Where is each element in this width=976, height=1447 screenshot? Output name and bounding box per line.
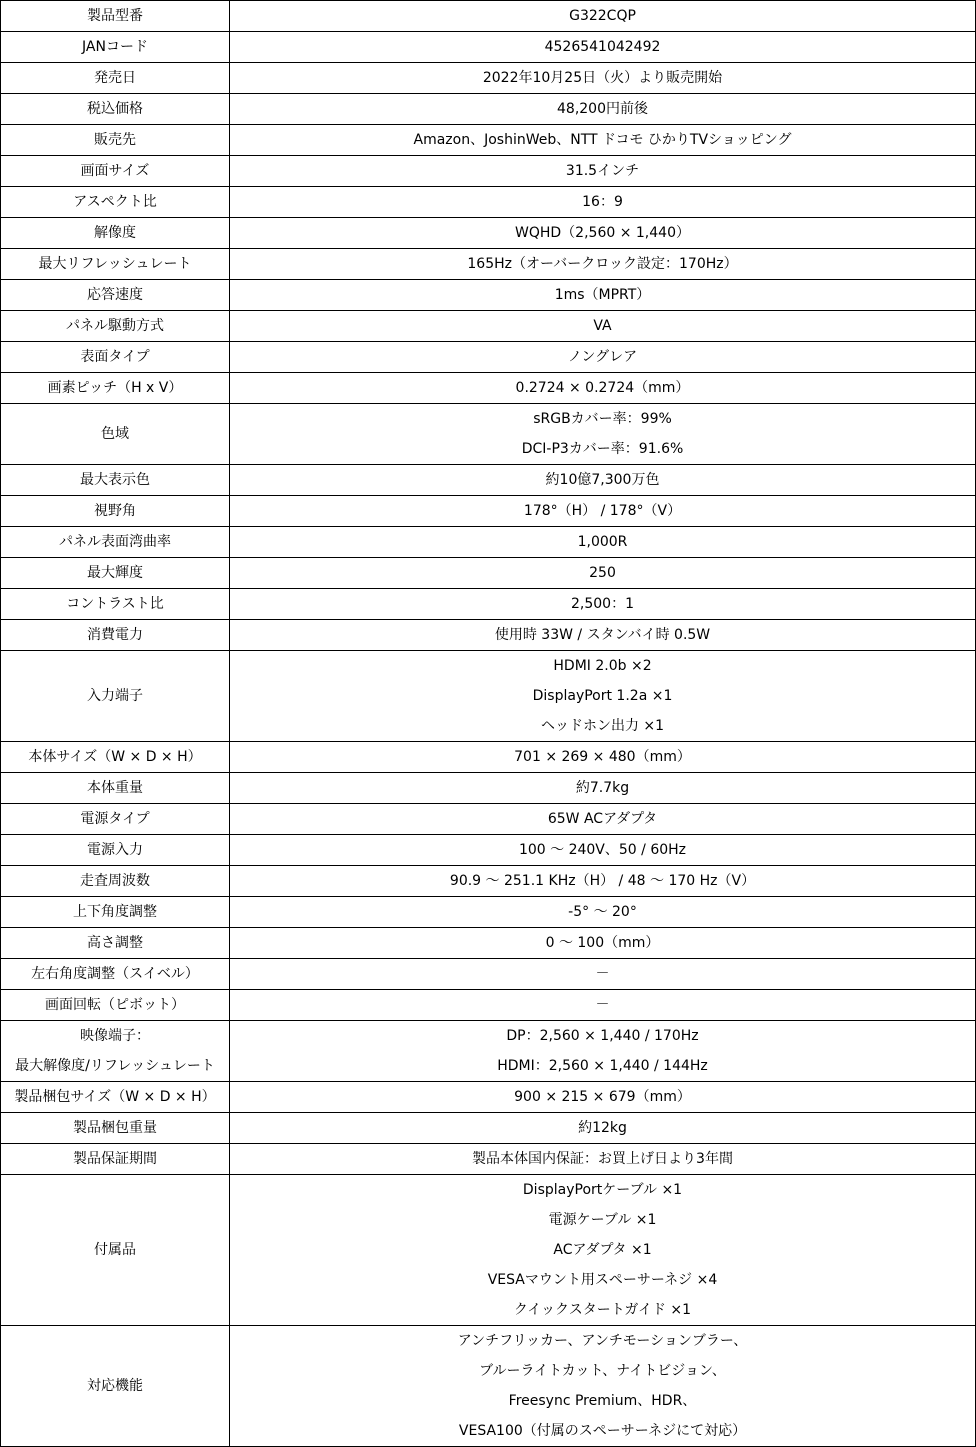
spec-label-cell <box>1 1 230 32</box>
spec-label-cell <box>1 866 230 897</box>
spec-value-cell <box>230 959 976 990</box>
spec-value-cell <box>230 835 976 866</box>
spec-value: DCI-P3カバー率：91.6% <box>521 441 684 457</box>
spec-label: 本体サイズ（W × D × H） <box>28 749 202 765</box>
table-row <box>1 1082 976 1113</box>
spec-label: 画面回転（ピボット） <box>45 997 185 1013</box>
spec-value: 4526541042492 <box>544 39 661 55</box>
spec-value: HDMI 2.0b ×2 <box>553 658 652 674</box>
spec-label: 販売先 <box>94 132 136 148</box>
spec-value-cell <box>230 32 976 63</box>
spec-value: 1ms（MPRT） <box>554 287 651 303</box>
spec-label: 最大輝度 <box>87 565 143 581</box>
table-row <box>1 94 976 125</box>
spec-label-cell <box>1 527 230 558</box>
table-row <box>1 527 976 558</box>
spec-value: 0 ～ 100（mm） <box>545 935 660 951</box>
spec-value-cell <box>230 1144 976 1175</box>
table-row <box>1 218 976 249</box>
table-row <box>1 125 976 156</box>
spec-value: 250 <box>589 565 616 581</box>
spec-value: 1,000R <box>577 534 628 550</box>
spec-label: 入力端子 <box>87 688 143 704</box>
table-row <box>1 373 976 404</box>
spec-value: ノングレア <box>567 349 638 365</box>
table-row <box>1 897 976 928</box>
spec-value-cell <box>230 311 976 342</box>
table-row <box>1 187 976 218</box>
spec-value: クイックスタートガイド ×1 <box>513 1302 692 1318</box>
spec-value-cell <box>230 1326 976 1447</box>
spec-value-cell <box>230 496 976 527</box>
spec-value-cell <box>230 1021 976 1082</box>
spec-label-cell <box>1 125 230 156</box>
table-row <box>1 465 976 496</box>
spec-value: ブルーライトカット、ナイトビジョン、 <box>479 1363 726 1379</box>
spec-label-cell <box>1 218 230 249</box>
spec-label: 上下角度調整 <box>73 904 157 920</box>
spec-label: 走査周波数 <box>80 873 150 889</box>
spec-label-cell <box>1 311 230 342</box>
spec-label: 消費電力 <box>87 627 143 643</box>
table-row <box>1 1144 976 1175</box>
spec-value: Freesync Premium、HDR、 <box>508 1393 697 1409</box>
spec-value: DisplayPortケーブル ×1 <box>522 1182 683 1198</box>
spec-label: 解像度 <box>94 225 136 241</box>
spec-label-cell <box>1 280 230 311</box>
spec-label: 最大リフレッシュレート <box>38 256 192 272</box>
spec-value-cell <box>230 928 976 959</box>
spec-label: 発売日 <box>94 70 136 86</box>
table-row <box>1 1 976 32</box>
spec-value: sRGBカバー率：99% <box>533 411 672 427</box>
table-row <box>1 804 976 835</box>
spec-value: － <box>595 966 610 982</box>
table-row <box>1 1113 976 1144</box>
spec-label: 税込価格 <box>87 101 143 117</box>
spec-label-cell <box>1 1175 230 1326</box>
table-row <box>1 280 976 311</box>
table-row <box>1 249 976 280</box>
spec-value-cell <box>230 249 976 280</box>
spec-value-cell <box>230 897 976 928</box>
spec-value: WQHD（2,560 × 1,440） <box>515 225 690 241</box>
table-row <box>1 558 976 589</box>
spec-label: 左右角度調整（スイベル） <box>31 966 199 982</box>
spec-label: 最大解像度/リフレッシュレート <box>15 1058 215 1074</box>
spec-label: コントラスト比 <box>66 596 164 612</box>
table-row <box>1 959 976 990</box>
spec-value: -5° ～ 20° <box>568 904 637 920</box>
spec-label: 映像端子： <box>80 1028 150 1044</box>
spec-value-cell <box>230 1113 976 1144</box>
spec-label-cell <box>1 32 230 63</box>
spec-value-cell <box>230 218 976 249</box>
spec-value: DisplayPort 1.2a ×1 <box>532 688 673 704</box>
spec-value-cell <box>230 404 976 465</box>
table-row <box>1 928 976 959</box>
spec-value-cell <box>230 94 976 125</box>
spec-value: 0.2724 × 0.2724（mm） <box>515 380 690 396</box>
spec-label: 色域 <box>101 426 129 442</box>
spec-value: 製品本体国内保証：お買上げ日より3年間 <box>472 1151 733 1167</box>
spec-value: 約10億7,300万色 <box>545 472 660 488</box>
spec-value: 65W ACアダプタ <box>547 811 658 827</box>
spec-label-cell <box>1 835 230 866</box>
spec-value: 165Hz（オーバークロック設定：170Hz） <box>467 256 738 272</box>
table-row <box>1 342 976 373</box>
spec-label-cell <box>1 1144 230 1175</box>
spec-value: 約7.7kg <box>575 780 630 796</box>
spec-label-cell <box>1 897 230 928</box>
spec-label-cell <box>1 63 230 94</box>
spec-value-cell <box>230 280 976 311</box>
spec-label: JANコード <box>82 39 148 55</box>
spec-value: 48,200円前後 <box>557 101 648 117</box>
spec-label-cell <box>1 156 230 187</box>
spec-label-cell <box>1 804 230 835</box>
spec-label-cell <box>1 187 230 218</box>
spec-value: 約12kg <box>578 1120 627 1136</box>
table-row <box>1 63 976 94</box>
table-row <box>1 773 976 804</box>
spec-value: HDMI：2,560 × 1,440 / 144Hz <box>497 1058 708 1074</box>
spec-value-cell <box>230 1 976 32</box>
spec-value-cell <box>230 589 976 620</box>
spec-value-cell <box>230 773 976 804</box>
spec-label: 製品型番 <box>87 8 143 24</box>
spec-label: パネル表面湾曲率 <box>59 534 171 550</box>
spec-value: 100 ～ 240V、50 / 60Hz <box>518 842 687 858</box>
spec-value: VA <box>593 318 612 334</box>
table-row <box>1 651 976 742</box>
spec-label-cell <box>1 373 230 404</box>
spec-table-body <box>1 1 976 1447</box>
table-row <box>1 589 976 620</box>
spec-value: 701 × 269 × 480（mm） <box>514 749 691 765</box>
spec-value-cell <box>230 651 976 742</box>
spec-value-cell <box>230 804 976 835</box>
spec-label: 画素ピッチ（H x V） <box>47 380 183 396</box>
spec-value: 使用時 33W / スタンバイ時 0.5W <box>494 627 711 643</box>
table-row <box>1 620 976 651</box>
table-row <box>1 835 976 866</box>
spec-label: 高さ調整 <box>87 935 143 951</box>
spec-value-cell <box>230 1175 976 1326</box>
spec-value: 2022年10月25日（火）より販売開始 <box>482 70 723 86</box>
spec-label-cell <box>1 1326 230 1447</box>
spec-value-cell <box>230 866 976 897</box>
spec-value: ヘッドホン出力 ×1 <box>540 718 665 734</box>
spec-label: 応答速度 <box>87 287 143 303</box>
spec-label-cell <box>1 651 230 742</box>
table-row <box>1 404 976 465</box>
spec-value: VESAマウント用スペーサーネジ ×4 <box>487 1272 718 1288</box>
spec-label: 製品保証期間 <box>73 1151 157 1167</box>
spec-label-cell <box>1 249 230 280</box>
spec-label: 対応機能 <box>87 1378 143 1394</box>
table-row <box>1 1021 976 1082</box>
spec-value: － <box>595 997 610 1013</box>
spec-value: 16：9 <box>582 194 623 210</box>
table-row <box>1 742 976 773</box>
table-row <box>1 866 976 897</box>
table-row <box>1 1326 976 1447</box>
table-row <box>1 1175 976 1326</box>
spec-value-cell <box>230 620 976 651</box>
spec-value-cell <box>230 156 976 187</box>
spec-label: 最大表示色 <box>80 472 150 488</box>
spec-value: ACアダプタ ×1 <box>553 1242 652 1258</box>
spec-value-cell <box>230 373 976 404</box>
spec-value-cell <box>230 558 976 589</box>
table-row <box>1 32 976 63</box>
spec-value: Amazon、JoshinWeb、NTT ドコモ ひかりTVショッピング <box>413 132 792 148</box>
spec-label-cell <box>1 465 230 496</box>
spec-value: 90.9 ～ 251.1 KHz（H） / 48 ～ 170 Hz（V） <box>449 873 756 889</box>
spec-label-cell <box>1 558 230 589</box>
spec-label-cell <box>1 94 230 125</box>
spec-label-cell <box>1 959 230 990</box>
spec-value: DP：2,560 × 1,440 / 170Hz <box>506 1028 699 1044</box>
spec-label: パネル駆動方式 <box>66 318 164 334</box>
spec-label-cell <box>1 1082 230 1113</box>
spec-label: 製品梱包サイズ（W × D × H） <box>14 1089 216 1105</box>
spec-label-cell <box>1 1113 230 1144</box>
spec-label: 電源入力 <box>87 842 143 858</box>
spec-value-cell <box>230 187 976 218</box>
spec-label: 製品梱包重量 <box>73 1120 157 1136</box>
spec-label-cell <box>1 342 230 373</box>
spec-value-cell <box>230 742 976 773</box>
spec-value: 2,500：1 <box>571 596 634 612</box>
spec-label: 付属品 <box>94 1242 136 1258</box>
spec-label-cell <box>1 496 230 527</box>
spec-value-cell <box>230 527 976 558</box>
spec-value: G322CQP <box>569 8 636 24</box>
table-row <box>1 156 976 187</box>
spec-label-cell <box>1 404 230 465</box>
spec-label-cell <box>1 742 230 773</box>
table-row <box>1 496 976 527</box>
spec-value: 31.5インチ <box>565 163 640 179</box>
spec-label: 画面サイズ <box>80 163 150 179</box>
spec-value-cell <box>230 63 976 94</box>
spec-value: 900 × 215 × 679（mm） <box>514 1089 691 1105</box>
spec-value-cell <box>230 342 976 373</box>
spec-label-cell <box>1 589 230 620</box>
spec-label: 視野角 <box>94 503 136 519</box>
spec-label: 本体重量 <box>87 780 143 796</box>
spec-label: 電源タイプ <box>80 811 150 827</box>
spec-label-cell <box>1 990 230 1021</box>
spec-value-cell <box>230 125 976 156</box>
spec-value-cell <box>230 465 976 496</box>
spec-value-cell <box>230 990 976 1021</box>
spec-value: アンチフリッカー、アンチモーションブラー、 <box>457 1333 748 1349</box>
spec-value: 電源ケーブル ×1 <box>548 1212 657 1228</box>
spec-label-cell <box>1 620 230 651</box>
spec-label-cell <box>1 1021 230 1082</box>
spec-value: 178°（H） / 178°（V） <box>523 503 682 519</box>
spec-value: VESA100（付属のスペーサーネジにて対応） <box>458 1423 747 1439</box>
spec-label: アスペクト比 <box>73 194 157 210</box>
table-row <box>1 990 976 1021</box>
table-row <box>1 311 976 342</box>
spec-label-cell <box>1 928 230 959</box>
spec-label: 表面タイプ <box>80 349 150 365</box>
spec-value-cell <box>230 1082 976 1113</box>
spec-label-cell <box>1 773 230 804</box>
